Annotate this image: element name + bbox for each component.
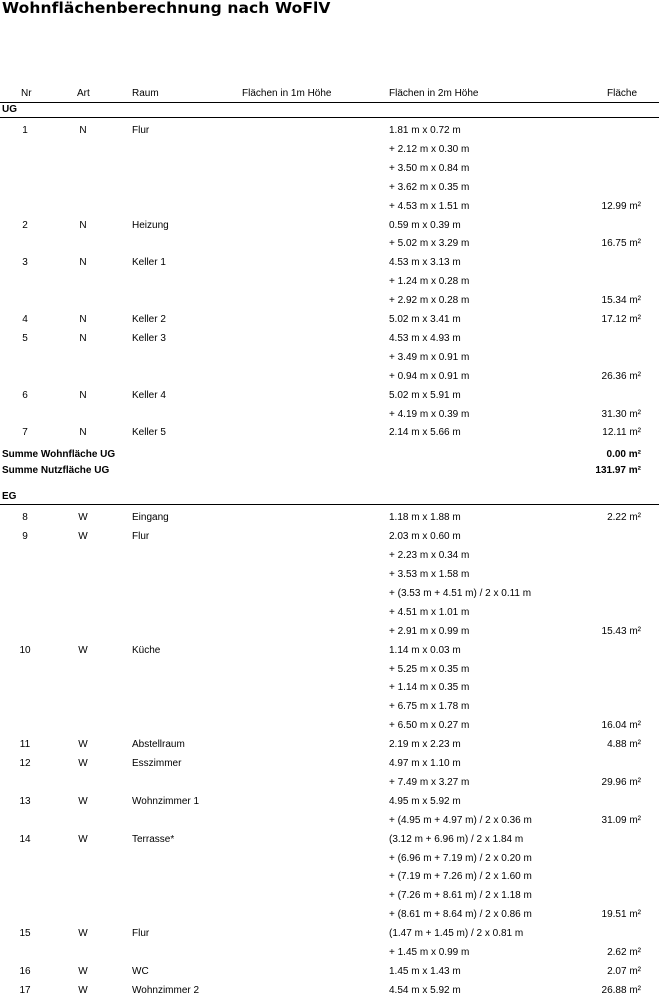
table-row [0, 868, 659, 886]
cell-flaechen-2m: + 4.53 m x 1.51 m [389, 200, 470, 212]
table-row [0, 198, 659, 216]
cell-flaechen-2m: + 7.49 m x 3.27 m [389, 776, 470, 788]
cell-art: W [78, 512, 88, 524]
cell-flaechen-2m: 1.81 m x 0.72 m [389, 125, 461, 136]
table-row [0, 793, 659, 811]
table-row [0, 179, 659, 197]
table-row [0, 982, 659, 1000]
table-row [0, 528, 659, 546]
cell-raum: Flur [132, 531, 150, 543]
cell-flaeche: 2.62 m² [607, 947, 641, 958]
cell-flaechen-2m: + (7.19 m + 7.26 m) / 2 x 1.60 m [389, 871, 532, 883]
cell-art: W [78, 531, 88, 543]
table-row [0, 774, 659, 792]
cell-raum: Wohnzimmer 1 [132, 795, 200, 807]
cell-flaechen-2m: 4.97 m x 1.10 m [389, 758, 461, 769]
cell-flaechen-2m: (3.12 m + 6.96 m) / 2 x 1.84 m [389, 833, 524, 845]
cell-flaechen-2m: + 2.92 m x 0.28 m [389, 295, 470, 307]
cell-art: W [78, 965, 88, 977]
cell-flaechen-2m: 2.03 m x 0.60 m [389, 531, 461, 543]
cell-flaechen-2m: (1.47 m + 1.45 m) / 2 x 0.81 m [389, 928, 524, 940]
cell-flaechen-2m: 1.14 m x 0.03 m [389, 644, 461, 656]
cell-nr: 13 [19, 795, 31, 807]
cell-raum: Keller 1 [132, 257, 166, 269]
cell-raum: Keller 2 [132, 314, 166, 325]
cell-art: W [78, 928, 88, 940]
cell-flaeche: 2.07 m² [607, 965, 641, 977]
cell-flaechen-2m: + 4.51 m x 1.01 m [389, 606, 470, 618]
table-row [0, 944, 659, 962]
table-row [0, 406, 659, 424]
table-row [0, 349, 659, 367]
header-nr: Nr [21, 88, 32, 99]
cell-raum: Keller 4 [132, 389, 166, 401]
cell-nr: 7 [22, 427, 28, 439]
cell-flaechen-2m: + 5.25 m x 0.35 m [389, 663, 470, 675]
cell-nr: 16 [19, 965, 31, 977]
cell-nr: 14 [19, 833, 31, 845]
cell-raum: Terrasse* [132, 833, 175, 845]
table-row [0, 906, 659, 924]
cell-art: W [78, 984, 88, 996]
cell-flaechen-2m: + 1.24 m x 0.28 m [389, 276, 470, 288]
cell-flaeche: 2.22 m² [607, 512, 641, 524]
cell-flaechen-2m: + 5.02 m x 3.29 m [389, 238, 470, 250]
cell-raum: Flur [132, 928, 150, 940]
page-title: Wohnflächenberechnung nach WoFlV [2, 0, 331, 17]
cell-art: N [79, 219, 87, 231]
cell-flaechen-2m: 5.02 m x 3.41 m [389, 314, 461, 325]
cell-flaechen-2m: 4.54 m x 5.92 m [389, 984, 461, 996]
cell-flaechen-2m: 0.59 m x 0.39 m [389, 219, 461, 231]
cell-flaechen-2m: + 2.12 m x 0.30 m [389, 143, 470, 155]
cell-art: W [78, 833, 88, 845]
table-row [0, 311, 659, 329]
cell-flaechen-2m: + 3.50 m x 0.84 m [389, 162, 470, 174]
cell-flaechen-2m: 4.53 m x 4.93 m [389, 332, 461, 344]
cell-flaechen-2m: + 1.45 m x 0.99 m [389, 947, 470, 958]
cell-flaechen-2m: + (4.95 m + 4.97 m) / 2 x 0.36 m [389, 814, 532, 826]
cell-raum: Eingang [132, 512, 169, 524]
table-row [0, 623, 659, 641]
table-row [0, 717, 659, 735]
cell-flaechen-2m: 1.45 m x 1.43 m [389, 965, 461, 977]
cell-flaeche: 19.51 m² [601, 909, 641, 921]
cell-flaechen-2m: + 6.75 m x 1.78 m [389, 701, 470, 713]
cell-raum: Esszimmer [132, 758, 182, 769]
cell-flaechen-2m: + 0.94 m x 0.91 m [389, 370, 470, 382]
cell-flaeche: 31.09 m² [601, 814, 641, 826]
table-row [0, 292, 659, 310]
header-flaechen-1m: Flächen in 1m Höhe [242, 88, 332, 99]
table-row [0, 160, 659, 178]
table-row [0, 273, 659, 291]
table-row [0, 235, 659, 253]
section-label: UG [2, 104, 17, 115]
table-row [0, 330, 659, 348]
cell-art: N [79, 389, 87, 401]
cell-flaechen-2m: + 2.23 m x 0.34 m [389, 550, 470, 562]
cell-raum: WC [132, 965, 149, 977]
cell-flaechen-2m: + (6.96 m + 7.19 m) / 2 x 0.20 m [389, 852, 532, 864]
header-flaeche: Fläche [606, 88, 637, 99]
cell-nr: 3 [22, 257, 28, 269]
cell-nr: 11 [19, 739, 31, 751]
table-row [0, 679, 659, 697]
cell-flaeche: 15.34 m² [601, 295, 641, 307]
table-row [0, 368, 659, 386]
header-flaechen-2m: Flächen in 2m Höhe [389, 88, 479, 99]
cell-nr: 4 [22, 314, 28, 325]
cell-nr: 10 [19, 644, 31, 656]
table-row [0, 585, 659, 603]
cell-art: N [79, 125, 87, 136]
cell-flaeche: 16.04 m² [601, 720, 641, 732]
table-row [0, 217, 659, 235]
cell-art: N [79, 314, 87, 325]
cell-flaechen-2m: + 2.91 m x 0.99 m [389, 625, 470, 637]
cell-raum: Wohnzimmer 2 [132, 984, 200, 996]
table-row [0, 887, 659, 905]
table-row [0, 736, 659, 754]
cell-nr: 5 [22, 332, 28, 344]
cell-flaechen-2m: + (7.26 m + 8.61 m) / 2 x 1.18 m [389, 890, 532, 902]
table-row [0, 566, 659, 584]
cell-flaeche: 4.88 m² [607, 739, 641, 751]
summary-label: Summe Nutzfläche UG [2, 465, 110, 477]
cell-nr: 8 [22, 512, 28, 524]
section-label: EG [2, 491, 17, 503]
cell-raum: Keller 5 [132, 427, 166, 439]
cell-art: N [79, 427, 87, 439]
cell-raum: Abstellraum [132, 739, 185, 751]
cell-flaechen-2m: + (3.53 m + 4.51 m) / 2 x 0.11 m [389, 587, 532, 599]
table-row [0, 509, 659, 527]
cell-art: W [78, 758, 88, 769]
cell-raum: Heizung [132, 219, 169, 231]
cell-flaechen-2m: + (8.61 m + 8.64 m) / 2 x 0.86 m [389, 909, 532, 921]
cell-flaeche: 26.88 m² [601, 984, 641, 996]
table-row [0, 387, 659, 405]
table-row [0, 547, 659, 565]
cell-nr: 9 [22, 531, 28, 543]
summary-value: 0.00 m² [606, 449, 641, 461]
table-row [0, 661, 659, 679]
header-art: Art [77, 88, 90, 99]
table-row [0, 812, 659, 830]
cell-flaeche: 12.11 m² [602, 427, 641, 439]
cell-art: N [79, 332, 87, 344]
cell-art: W [78, 644, 88, 656]
cell-flaechen-2m: 5.02 m x 5.91 m [389, 389, 461, 401]
table-row [0, 850, 659, 868]
summary-value: 131.97 m² [595, 465, 641, 477]
cell-flaechen-2m: + 3.53 m x 1.58 m [389, 569, 470, 580]
table-header [0, 86, 659, 102]
cell-nr: 6 [22, 389, 28, 401]
cell-nr: 17 [19, 984, 31, 996]
table-row [0, 755, 659, 773]
cell-raum: Küche [132, 644, 161, 656]
cell-flaechen-2m: + 4.19 m x 0.39 m [389, 408, 470, 420]
cell-nr: 1 [22, 125, 28, 136]
cell-flaechen-2m: 2.14 m x 5.66 m [389, 427, 461, 439]
header-raum: Raum [132, 88, 159, 99]
cell-flaechen-2m: 2.19 m x 2.23 m [389, 739, 461, 751]
cell-flaeche: 17.12 m² [601, 314, 641, 325]
cell-flaeche: 31.30 m² [601, 408, 641, 420]
cell-flaechen-2m: + 3.49 m x 0.91 m [389, 351, 470, 363]
header-divider [0, 102, 659, 103]
cell-flaeche: 29.96 m² [601, 776, 641, 788]
cell-raum: Keller 3 [132, 332, 166, 344]
cell-nr: 2 [22, 219, 28, 231]
table-row [0, 642, 659, 660]
table-row [0, 122, 659, 140]
cell-art: N [79, 257, 87, 269]
table-row [0, 141, 659, 159]
table-row [0, 424, 659, 442]
cell-flaechen-2m: 4.53 m x 3.13 m [389, 257, 461, 269]
cell-flaechen-2m: + 6.50 m x 0.27 m [389, 720, 470, 732]
cell-art: W [78, 795, 88, 807]
cell-raum: Flur [132, 125, 150, 136]
table-row [0, 698, 659, 716]
cell-nr: 12 [19, 758, 31, 769]
cell-art: W [78, 739, 88, 751]
table-row [0, 254, 659, 272]
cell-flaechen-2m: 4.95 m x 5.92 m [389, 795, 461, 807]
table-row [0, 831, 659, 849]
cell-flaeche: 26.36 m² [601, 370, 641, 382]
cell-flaechen-2m: + 1.14 m x 0.35 m [389, 682, 470, 694]
summary-label: Summe Wohnfläche UG [2, 449, 116, 461]
table-row [0, 925, 659, 943]
section-divider [0, 504, 659, 505]
cell-flaeche: 12.99 m² [601, 200, 641, 212]
table-row [0, 963, 659, 981]
summary-row [0, 463, 659, 479]
cell-nr: 15 [19, 928, 31, 940]
table-row [0, 604, 659, 622]
summary-row [0, 447, 659, 463]
section-divider [0, 117, 659, 118]
cell-flaeche: 15.43 m² [601, 625, 641, 637]
cell-flaechen-2m: 1.18 m x 1.88 m [389, 512, 461, 524]
cell-flaechen-2m: + 3.62 m x 0.35 m [389, 181, 470, 193]
cell-flaeche: 16.75 m² [601, 238, 641, 250]
